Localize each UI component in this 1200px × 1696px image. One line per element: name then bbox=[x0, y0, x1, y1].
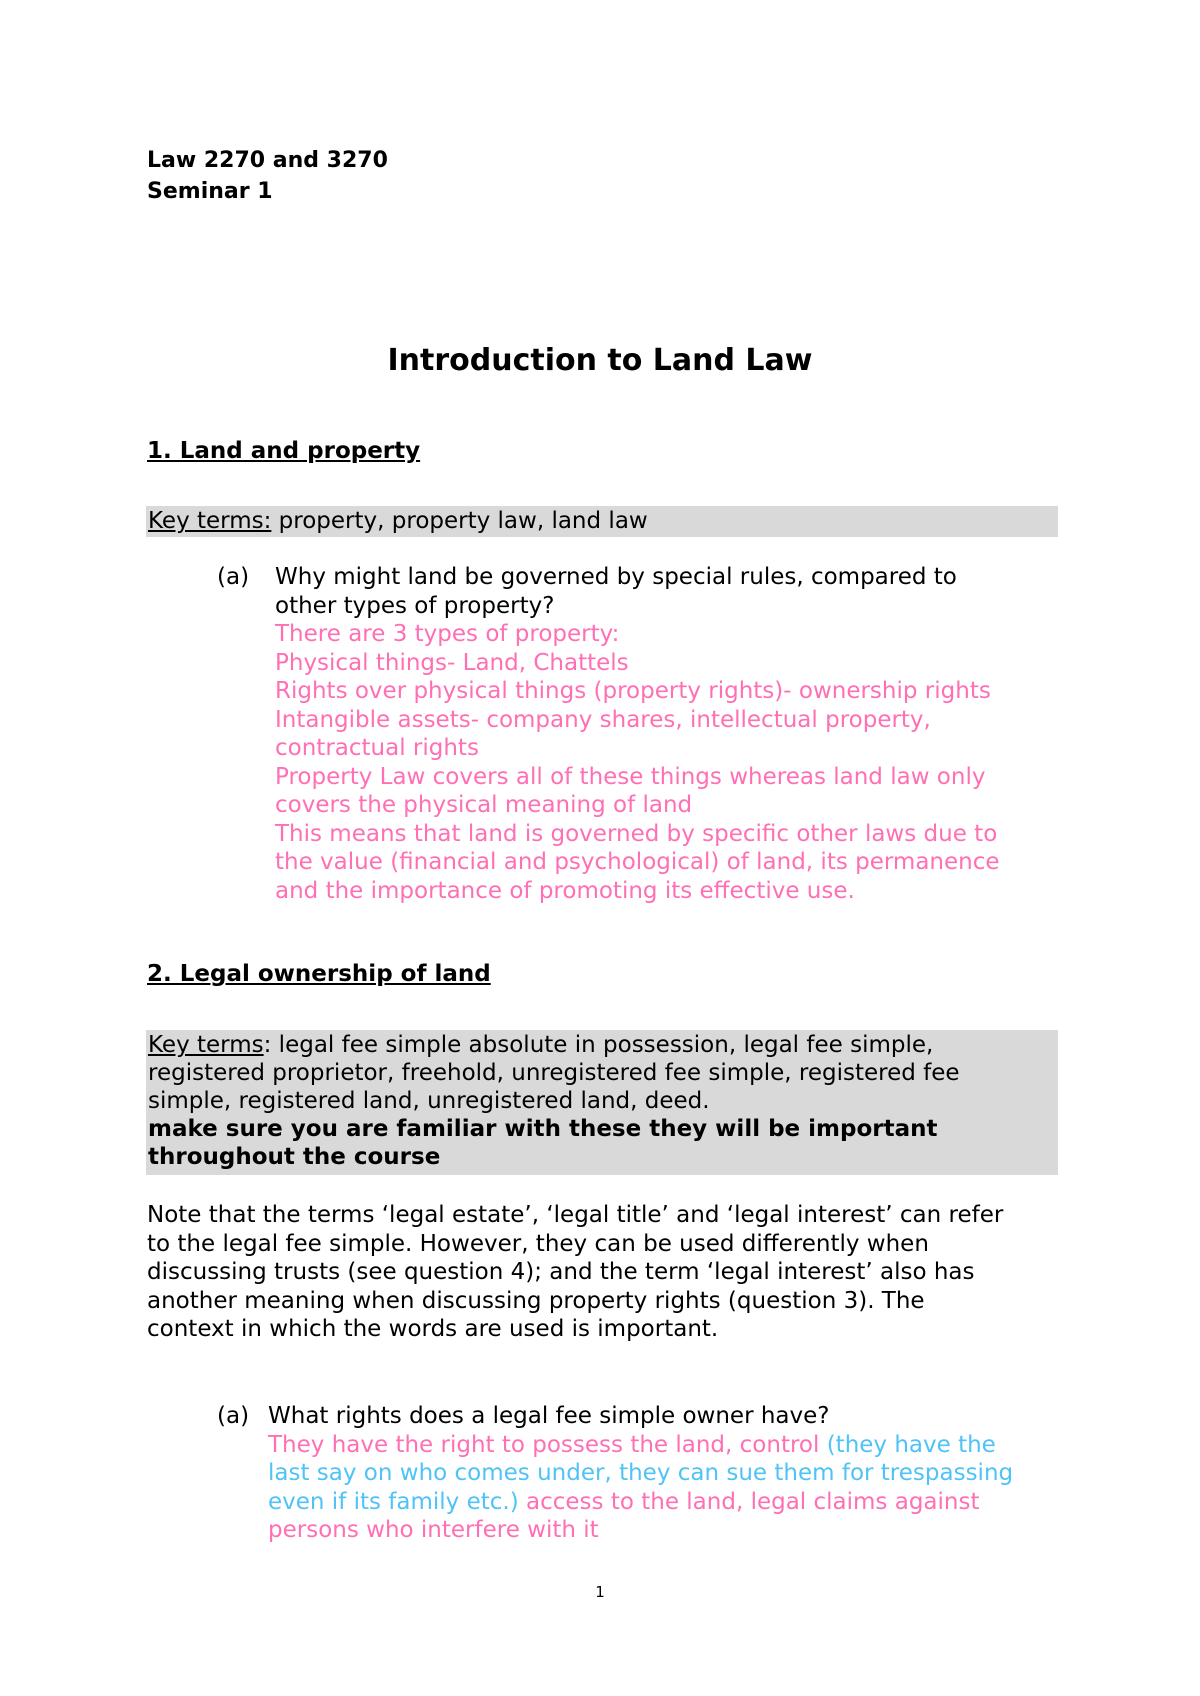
key-terms-text: property, property law, land law bbox=[271, 508, 648, 534]
answer-line: the value (financial and psychological) of land, its permanence bbox=[275, 849, 1000, 875]
key-terms-text: registered proprietor, freehold, unregistered fee simple, registered fee bbox=[148, 1060, 960, 1086]
key-terms-text: simple, registered land, unregistered land, deed. bbox=[148, 1088, 710, 1114]
question-line: Why might land be governed by special rules, compared to bbox=[275, 564, 957, 590]
answer-text-aside: even if its family etc.) bbox=[268, 1488, 519, 1515]
answer-line: There are 3 types of property: bbox=[275, 621, 620, 647]
answer-text-aside: last say on who comes under, they can sue them for trespassing bbox=[268, 1460, 1014, 1486]
question-label: (a) bbox=[217, 564, 250, 590]
answer-line: This means that land is governed by specific other laws due to bbox=[275, 820, 998, 847]
question-line: other types of property? bbox=[275, 592, 555, 619]
terminology-note bbox=[147, 1201, 1067, 1344]
question-line: What rights does a legal fee simple owner have? bbox=[268, 1403, 830, 1429]
section-1-key-terms bbox=[146, 506, 1058, 537]
page-title: Introduction to Land Law bbox=[387, 343, 813, 378]
section-2-key-terms bbox=[146, 1030, 1058, 1175]
note-line: Note that the terms ‘legal estate’, ‘legal title’ and ‘legal interest’ can refer bbox=[147, 1202, 1004, 1228]
document-header bbox=[147, 145, 388, 207]
answer-line: Physical things- Land, Chattels bbox=[275, 649, 629, 676]
answer-text-aside: (they have the bbox=[826, 1431, 996, 1458]
section-2-heading: 2. Legal ownership of land bbox=[147, 961, 491, 987]
key-terms-label: Key terms bbox=[148, 1032, 264, 1058]
note-line: discussing trusts (see question 4); and the term ‘legal interest’ also has bbox=[147, 1259, 975, 1285]
seminar-number: Seminar 1 bbox=[147, 179, 273, 204]
answer-line: Rights over physical things (property rights)- ownership rights bbox=[275, 678, 991, 704]
answer-line: and the importance of promoting its effective use. bbox=[275, 877, 855, 904]
section-1-heading: 1. Land and property bbox=[147, 438, 421, 464]
answer-text: persons who interfere with it bbox=[268, 1517, 599, 1543]
section-2-question-a bbox=[217, 1402, 1077, 1545]
note-line: another meaning when discussing property rights (question 3). The bbox=[147, 1287, 925, 1314]
key-terms-label: Key terms: bbox=[148, 508, 272, 534]
key-terms-text: : legal fee simple absolute in possession, legal fee simple, bbox=[263, 1032, 934, 1058]
answer-text: access to the land, legal claims against bbox=[518, 1488, 980, 1515]
answer-text: They have the right to possess the land, control bbox=[268, 1431, 827, 1458]
page-number: 1 bbox=[595, 1583, 605, 1601]
answer-line: Intangible assets- company shares, intellectual property, bbox=[275, 706, 931, 733]
section-1-question-a bbox=[217, 563, 1077, 905]
key-terms-emphasis: throughout the course bbox=[148, 1144, 441, 1170]
note-line: context in which the words are used is important. bbox=[147, 1316, 719, 1342]
answer-line: covers the physical meaning of land bbox=[275, 792, 693, 818]
note-line: to the legal fee simple. However, they can be used differently when bbox=[147, 1230, 929, 1257]
answer-line: Property Law covers all of these things whereas land law only bbox=[275, 763, 986, 790]
course-code: Law 2270 and 3270 bbox=[147, 148, 388, 173]
answer-line: contractual rights bbox=[275, 735, 479, 761]
question-label: (a) bbox=[217, 1403, 250, 1429]
key-terms-emphasis: make sure you are familiar with these they will be important bbox=[148, 1116, 938, 1142]
